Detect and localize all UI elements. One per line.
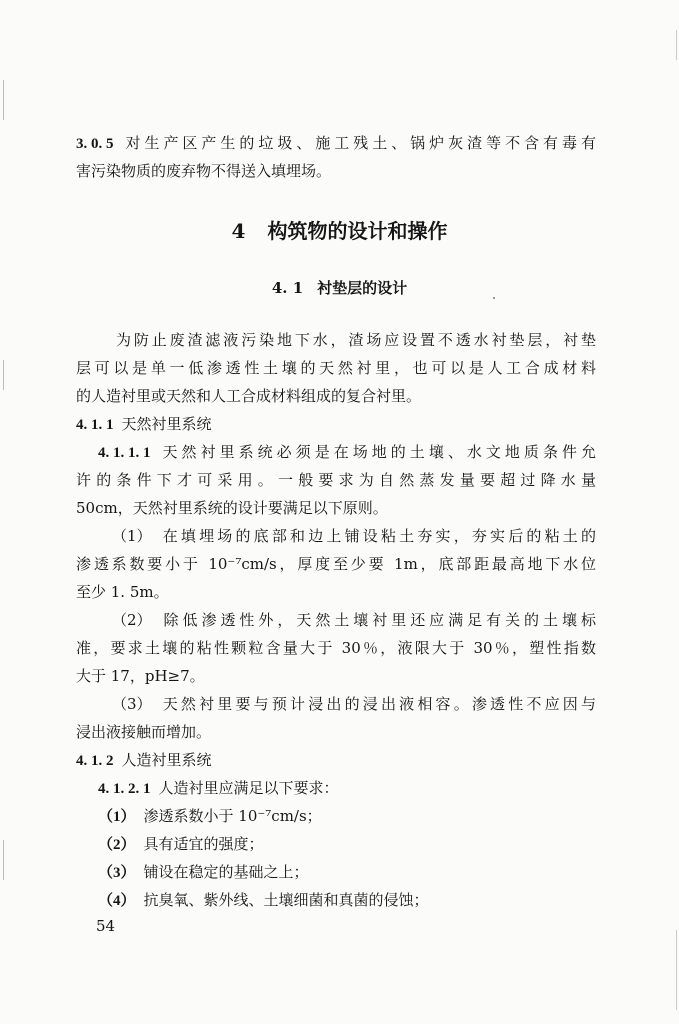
item-1-line-3: 至少 1. 5m。 [76, 583, 169, 601]
item-label: （2） [112, 611, 152, 629]
item-1-line-2: 渗透系数要小于 10⁻⁷cm/s，厚度至少要 1m，底部距最高地下水位 [76, 555, 596, 573]
req-text: 具有适宜的强度； [143, 835, 264, 853]
req-label: （1） [98, 809, 136, 825]
intro-line-3: 的人造衬里或天然和人工合成材料组成的复合衬里。 [76, 387, 422, 405]
scan-edge-right [676, 930, 677, 1010]
para-4111-line-1 [76, 442, 596, 463]
para-number: 4. 1. 2. 1 [98, 781, 151, 797]
para-text: 天然衬里系统必须是在场地的土壤、水文地质条件允 [158, 443, 596, 461]
req-text: 铺设在稳定的基础之上； [143, 863, 309, 881]
heading-number: 4. 1. 2 [76, 753, 114, 769]
intro-text: 为防止废渣滤液污染地下水，渣场应设置不透水衬垫层，衬垫 [116, 331, 596, 349]
req-label: （4） [98, 893, 136, 909]
req-item-3 [76, 862, 618, 883]
heading-number: 4. 1. 1 [76, 417, 114, 433]
section-title: 衬垫层的设计 [317, 279, 408, 297]
req-text: 渗透系数小于 10⁻⁷cm/s； [143, 807, 322, 825]
intro-line-1 [76, 330, 596, 350]
heading-411 [76, 414, 596, 435]
page-number: 54 [96, 917, 116, 935]
scan-edge-left [3, 840, 4, 880]
item-1-line-1 [76, 526, 596, 546]
intro-line-2: 层可以是单一低渗透性土壤的天然衬里，也可以是人工合成材料 [76, 359, 596, 377]
item-label: （3） [112, 695, 152, 713]
para-4111-line-2: 许的条件下才可采用。一般要求为自然蒸发量要超过降水量 [76, 471, 596, 489]
item-text: 天然衬里要与预计浸出的浸出液相容。渗透性不应因与 [159, 695, 596, 713]
heading-412 [76, 750, 596, 771]
req-item-2 [76, 834, 618, 855]
item-2-line-3: 大于 17，pH≥7。 [76, 667, 205, 685]
para-305-line-1 [76, 133, 596, 154]
scan-edge-left [3, 80, 4, 120]
para-number: 3. 0. 5 [76, 136, 114, 152]
scan-edge-right [676, 30, 677, 60]
section-heading [0, 277, 679, 298]
item-text: 在填埋场的底部和边上铺设粘土夯实，夯实后的粘土的 [159, 527, 596, 545]
para-text: 人造衬里应满足以下要求： [158, 779, 339, 797]
item-label: （1） [112, 527, 152, 545]
para-305-line-2: 害污染物质的废弃物不得送入填埋场。 [76, 162, 332, 180]
item-3-line-2: 浸出液接触而增加。 [76, 723, 212, 741]
para-4111-line-3: 50cm，天然衬里系统的设计要满足以下原则。 [76, 499, 388, 517]
section-number: 4. 1 [271, 279, 304, 297]
req-label: （2） [98, 837, 136, 853]
item-text: 除低渗透性外，天然土壤衬里还应满足有关的土壤标 [159, 611, 596, 629]
item-2-line-1 [76, 610, 596, 630]
req-label: （3） [98, 865, 136, 881]
para-number: 4. 1. 1. 1 [98, 445, 151, 461]
scan-edge-left [3, 360, 4, 390]
chapter-number: 4 [231, 219, 246, 243]
req-item-4 [76, 890, 618, 911]
heading-title: 天然衬里系统 [121, 415, 212, 433]
item-2-line-2: 准，要求土壤的粘性颗粒含量大于 30％，液限大于 30％，塑性指数 [76, 639, 596, 657]
chapter-title: 构筑物的设计和操作 [267, 219, 448, 243]
chapter-heading [0, 215, 679, 244]
item-3-line-1 [76, 694, 596, 714]
req-item-1 [76, 806, 618, 827]
para-text: 对生产区产生的垃圾、施工残土、锅炉灰渣等不含有毒有 [121, 134, 596, 152]
para-4121 [76, 778, 618, 799]
heading-title: 人造衬里系统 [121, 751, 212, 769]
req-text: 抗臭氧、紫外线、土壤细菌和真菌的侵蚀； [143, 891, 429, 909]
